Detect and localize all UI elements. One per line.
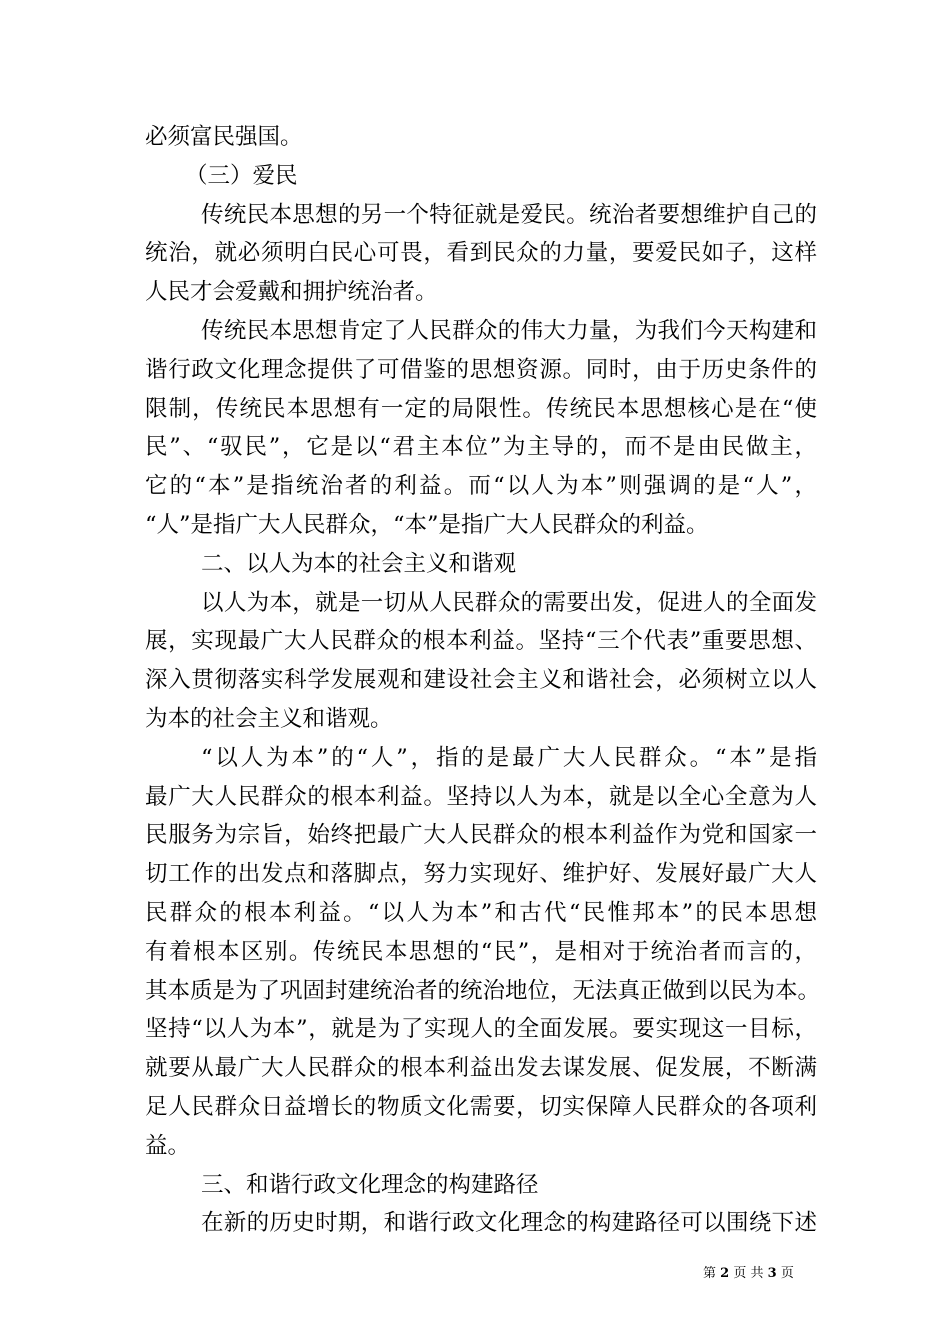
text-line: 切工作的出发点和落脚点，努力实现好、维护好、发展好最广大人 — [145, 861, 817, 888]
page-number — [703, 1262, 794, 1281]
text-line: 必须富民强国。 — [145, 124, 303, 150]
text-line: “以人为本”的“人”，指的是最广大人民群众。“本”是指 — [201, 744, 817, 771]
text-line: 最广大人民群众的根本利益。坚持以人为本，就是以全心全意为人 — [145, 783, 817, 810]
text-line: 民服务为宗旨，始终把最广大人民群众的根本利益作为党和国家一 — [145, 822, 817, 849]
document-body — [145, 118, 821, 1243]
text-line: 限制，传统民本思想有一定的局限性。传统民本思想核心是在“使 — [145, 395, 817, 422]
text-line: 民”、“驭民”，它是以“君主本位”为主导的，而不是由民做主， — [145, 434, 817, 461]
page-suffix: 页 — [780, 1266, 794, 1281]
text-line: 在新的历史时期，和谐行政文化理念的构建路径可以围绕下述 — [201, 1210, 817, 1237]
text-line: 展，实现最广大人民群众的根本利益。坚持“三个代表”重要思想、 — [145, 628, 817, 655]
text-line: 它的“本”是指统治者的利益。而“以人为本”则强调的是“人”， — [145, 473, 817, 500]
section-heading: （三）爱民 — [185, 162, 298, 189]
section-heading: 三、和谐行政文化理念的构建路径 — [201, 1171, 539, 1198]
text-line: 坚持“以人为本”，就是为了实现人的全面发展。要实现这一目标， — [145, 1016, 817, 1043]
text-line: 传统民本思想的另一个特征就是爱民。统治者要想维护自己的 — [201, 201, 817, 228]
text-line: 其本质是为了巩固封建统治者的统治地位，无法真正做到以民为本。 — [145, 977, 821, 1004]
text-line: 为本的社会主义和谐观。 — [145, 705, 393, 732]
page-middle: 页 共 — [733, 1266, 764, 1281]
section-heading: 二、以人为本的社会主义和谐观 — [201, 550, 517, 577]
text-line: 传统民本思想肯定了人民群众的伟大力量，为我们今天构建和 — [201, 317, 817, 344]
text-line: 人民才会爱戴和拥护统治者。 — [145, 279, 438, 306]
text-line: 以人为本，就是一切从人民群众的需要出发，促进人的全面发 — [201, 589, 817, 616]
text-line: 民群众的根本利益。“以人为本”和古代“民惟邦本”的民本思想 — [145, 899, 817, 926]
page-prefix: 第 — [703, 1266, 717, 1281]
text-line: 足人民群众日益增长的物质文化需要，切实保障人民群众的各项利 — [145, 1093, 817, 1120]
text-line: “人”是指广大人民群众，“本”是指广大人民群众的利益。 — [145, 511, 709, 538]
text-line: 就要从最广大人民群众的根本利益出发去谋发展、促发展，不断满 — [145, 1055, 817, 1082]
current-page-number: 2 — [720, 1266, 730, 1281]
total-pages-number: 3 — [767, 1266, 777, 1281]
text-line: 统治，就必须明白民心可畏，看到民众的力量，要爱民如子，这样 — [145, 240, 817, 267]
text-line: 益。 — [145, 1132, 191, 1159]
text-line: 深入贯彻落实科学发展观和建设社会主义和谐社会，必须树立以人 — [145, 667, 817, 694]
text-line: 谐行政文化理念提供了可借鉴的思想资源。同时，由于历史条件的 — [145, 356, 817, 383]
text-line: 有着根本区别。传统民本思想的“民”，是相对于统治者而言的， — [145, 938, 817, 965]
